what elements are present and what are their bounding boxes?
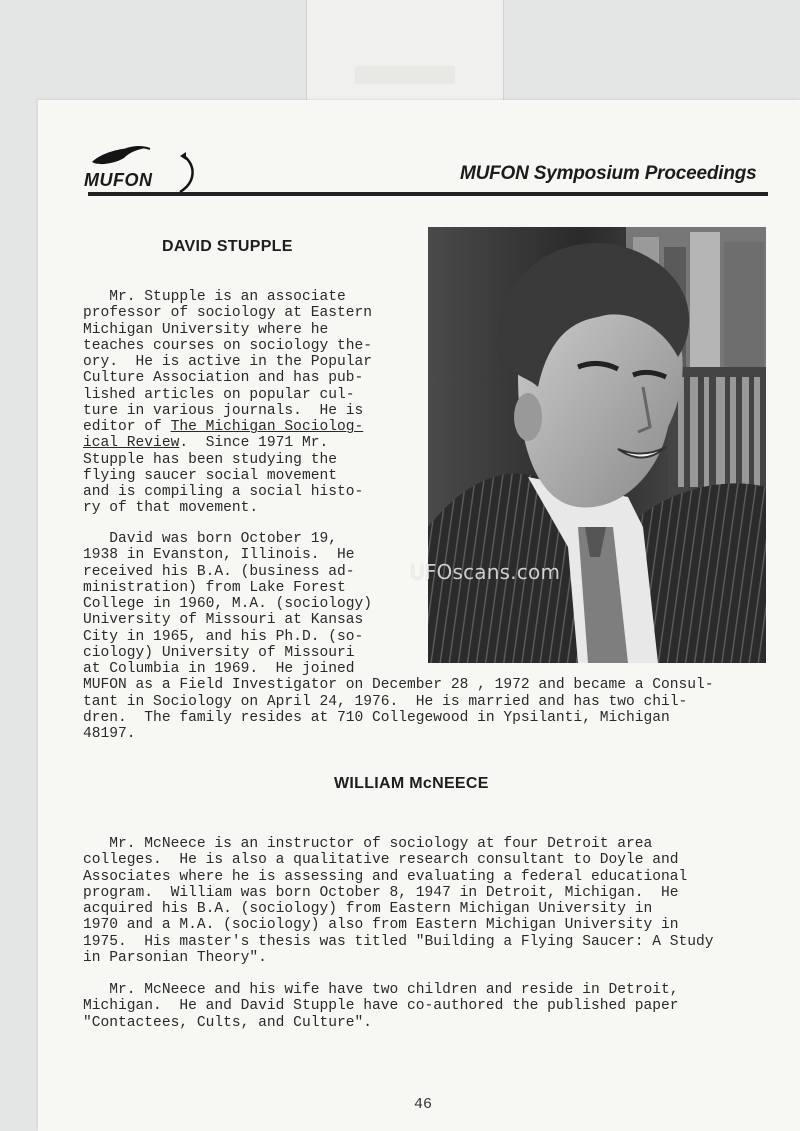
header-rule [88, 192, 768, 196]
text-line: teaches courses on sociology the- [83, 337, 373, 354]
text-line: University of Missouri at Kansas [83, 612, 364, 629]
text-line: David was born October 19, [83, 531, 337, 547]
text-line: City in 1965, and his Ph.D. (so- [83, 628, 364, 645]
text-line: Associates where he is assessing and evaluating a federal educational [83, 868, 688, 885]
faded-stamp [355, 66, 455, 84]
watermark: UFOscans.com [410, 560, 561, 584]
journal-title-part-2: ical Review [83, 435, 180, 452]
text-line: professor of sociology at Eastern [83, 305, 373, 322]
text-line: ture in various journals. He is [83, 402, 364, 419]
text-line: colleges. He is also a qualitative research consultant to Doyle and [83, 852, 679, 869]
text-line: Mr. Stupple is an associate [83, 289, 346, 305]
mcneece-bio-paragraph-2 [83, 982, 679, 1031]
logo-wordmark: MUFON [84, 170, 153, 190]
text-line: lished articles on popular cul- [83, 386, 355, 403]
text-line-suffix: . Since 1971 Mr. [179, 435, 329, 452]
stupple-bio-paragraph-1 [83, 289, 372, 517]
text-line: MUFON as a Field Investigator on December 28 , 1972 and became a Consul- [83, 677, 714, 694]
text-line: College in 1960, M.A. (sociology) [83, 596, 373, 612]
text-line: Mr. McNeece is an instructor of sociology at four Detroit area [83, 836, 653, 852]
text-line: received his B.A. (business ad- [83, 563, 355, 580]
text-line: 1975. His master's thesis was titled "Building a Flying Saucer: A Study [83, 933, 714, 950]
mufon-logo [84, 144, 204, 196]
stupple-heading: DAVID STUPPLE [162, 238, 293, 255]
header-title: MUFON Symposium Proceedings [460, 163, 757, 184]
text-line: 1938 in Evanston, Illinois. He [83, 547, 355, 564]
journal-title-part-1: The Michigan Sociolog- [170, 419, 364, 435]
text-line: Stupple has been studying the [83, 451, 337, 468]
text-line: flying saucer social movement [83, 467, 337, 484]
text-line: program. William was born October 8, 1947 in Detroit, Michigan. He [83, 884, 679, 901]
text-line: dren. The family resides at 710 Collegewood in Ypsilanti, Michigan [83, 709, 670, 726]
text-line: ry of that movement. [83, 500, 259, 517]
text-line: 1970 and a M.A. (sociology) also from Eastern Michigan University in [83, 917, 679, 934]
text-line: 48197. [83, 726, 136, 742]
text-line: tant in Sociology on April 24, 1976. He is married and has two chil- [83, 693, 688, 710]
text-line: "Contactees, Cults, and Culture". [83, 1014, 373, 1031]
text-line: in Parsonian Theory". [83, 949, 267, 966]
text-line: ministration) from Lake Forest [83, 579, 346, 596]
text-line: at Columbia in 1969. He joined [83, 661, 355, 677]
text-line: Mr. McNeece and his wife have two children and reside in Detroit, [83, 982, 679, 998]
text-line: Culture Association and has pub- [83, 370, 364, 387]
mcneece-heading: WILLIAM McNEECE [334, 775, 489, 792]
text-line: acquired his B.A. (sociology) from Eastern Michigan University in [83, 901, 653, 917]
text-line: Michigan. He and David Stupple have co-authored the published paper [83, 998, 679, 1015]
text-line: Michigan University where he [83, 321, 329, 338]
text-line-prefix: editor of [83, 419, 171, 435]
mcneece-bio-paragraph-1 [83, 836, 714, 966]
attached-paper-tab [306, 0, 504, 102]
text-line: ory. He is active in the Popular [83, 354, 373, 370]
page-number: 46 [414, 1096, 433, 1113]
stupple-bio-paragraph-2 [83, 531, 714, 742]
text-line: ciology) University of Missouri [83, 644, 355, 661]
text-line: and is compiling a social histo- [83, 484, 364, 500]
